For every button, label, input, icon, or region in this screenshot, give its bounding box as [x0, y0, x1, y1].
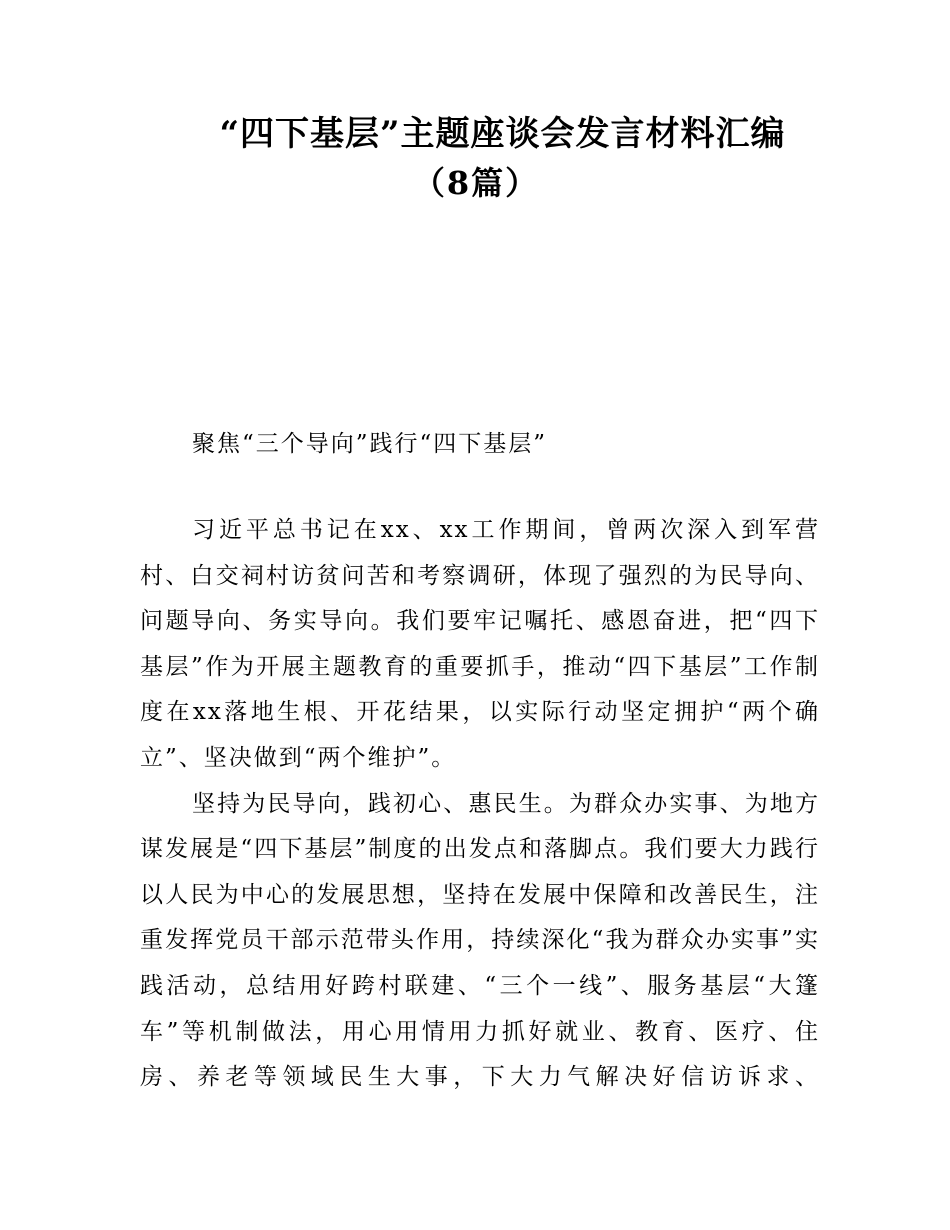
section-heading	[140, 426, 820, 462]
title-line-2: （8篇）	[412, 164, 540, 202]
body-text	[140, 508, 820, 1101]
section-heading-text: 聚焦“三个导向”践行“四下基层”	[192, 431, 548, 457]
document-title	[0, 108, 950, 206]
title-line-1: “四下基层”主题座谈会发言材料汇编	[219, 114, 786, 154]
paragraph-2: 坚持为民导向，践初心、惠民生。为群众办实事、为地方谋发展是“四下基层”制度的出发点和落脚点。我们要大力践行以人民为中心的发展思想，坚持在发展中保障和改善民生，注重发挥党员干部示范带头作用，持续深化“我为群众办实事”实践活动，总结用好跨村联建、“三个一线”、服务基层“大篷车”等机制做法，用心用情用力抓好就业、教育、医疗、住房、养老等领域民生大事，下大力气解决好信访诉求、	[140, 790, 820, 1091]
paragraph-1: 习近平总书记在xx、xx工作期间，曾两次深入到军营村、白交祠村访贫问苦和考察调研，体现了强烈的为民导向、问题导向、务实导向。我们要牢记嘱托、感恩奋进，把“四下基层”作为开展主题教育的重要抓手，推动“四下基层”工作制度在xx落地生根、开花结果，以实际行动坚定拥护“两个确立”、坚决做到“两个维护”。	[140, 517, 820, 771]
